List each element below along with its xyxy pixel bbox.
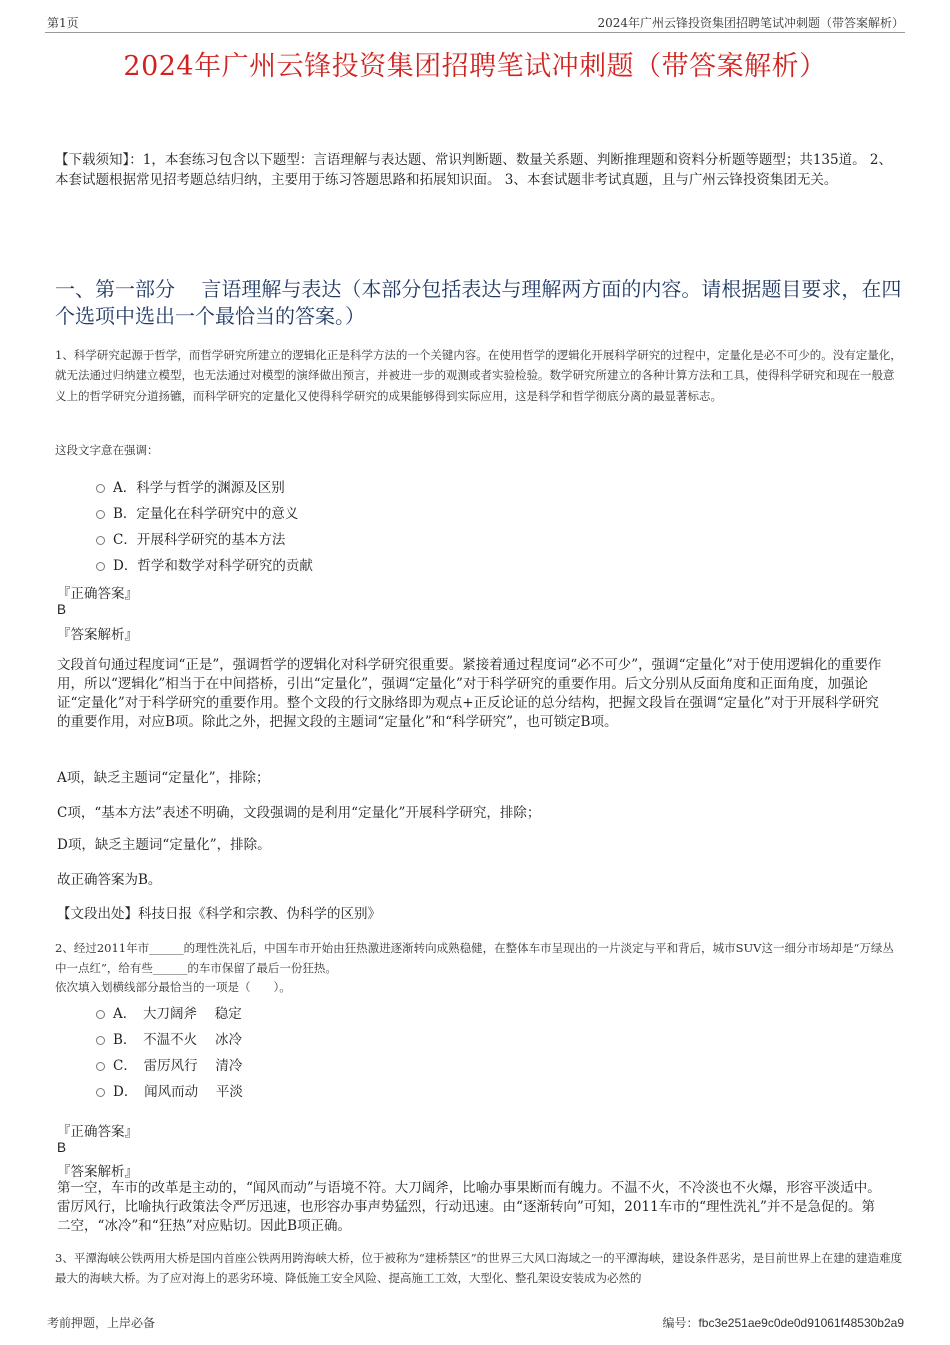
option-label: A． 大刀阔斧 稳定 [113, 1006, 242, 1022]
q2-analysis: 第一空，车市的改革是主动的，“闻风而动”与语境不符。大刀阔斧，比喻办事果断而有魄力。不温不火，不冷淡也不火爆，形容平淡适中。雷厉风行，比喻执行政策法令严厉迅速，也形容办事声势猛烈，行动迅速。由“逐渐转向”可知，2011车市的“理性洗礼”并不是急促的。第二空，“冰冷”和“狂热”对应贴切。因此B项正确。 [57, 1180, 881, 1234]
radio-icon[interactable] [96, 1088, 105, 1097]
q1-answer: B [57, 602, 67, 617]
q1-analysis-a: A项，缺乏主题词“定量化”，排除； [57, 770, 270, 786]
running-title: 2024年广州云锋投资集团招聘笔试冲刺题（带答案解析） [597, 16, 904, 30]
option-label: C．开展科学研究的基本方法 [113, 532, 286, 548]
option-label: A．科学与哲学的渊源及区别 [113, 480, 285, 496]
q2-option-d[interactable] [96, 1080, 243, 1100]
q2-option-c[interactable] [96, 1054, 242, 1074]
question-1-prompt: 这段文字意在强调： [55, 443, 159, 457]
question-3-text: 3、平潭海峡公铁两用大桥是国内首座公铁两用跨海峡大桥，位于被称为“建桥禁区”的世界三大风口海域之一的平潭海峡，建设条件恶劣，是目前世界上在建的建造难度最大的海峡大桥。为了应对海上的恶劣环境、降低施工安全风险、提高施工工效，大型化、整孔架设安装成为必然的 [55, 1251, 903, 1286]
document-title: 2024年广州云锋投资集团招聘笔试冲刺题（带答案解析） [123, 51, 827, 82]
q1-answer-label: 『正确答案』 [57, 586, 138, 602]
download-notice: 【下载须知】：1，本套练习包含以下题型：言语理解与表达题、常识判断题、数量关系题、判断推理题和资料分析题等题型；共135道。 2、本套试题根据常见招考题总结归纳，主要用于练习答题思路和拓展知识面。 3、本套试题非考试真题，且与广州云锋投资集团无关。 [55, 152, 892, 189]
footer-id-value: fbc3e251ae9c0de0d91061f48530b2a9 [698, 1316, 904, 1330]
q1-option-b[interactable] [96, 502, 298, 522]
q2-answer: B [57, 1140, 67, 1155]
q2-option-a[interactable] [96, 1002, 242, 1022]
radio-icon[interactable] [96, 562, 105, 571]
option-label: D． 闻风而动 平淡 [113, 1084, 243, 1100]
header-divider [45, 32, 905, 33]
option-label: C． 雷厉风行 清冷 [113, 1058, 243, 1074]
q1-analysis-main: 文段首句通过程度词“正是”，强调哲学的逻辑化对科学研究很重要。紧接着通过程度词“必不可少”，强调“定量化”对于使用逻辑化的重要作用，所以“逻辑化”相当于在中间搭桥，引出“定量化”，强调“定量化”对于科学研究的重要作用。后文分别从反面角度和正面角度，加强论证“定量化”对于科学研究的重要作用。整个文段的行文脉络即为观点+正反论证的总分结构，把握文段旨在强调“定量化”对于开展科学研究的重要作用，对应B项。除此之外，把握文段的主题词“定量化”和“科学研究”，也可锁定B项。 [57, 657, 882, 730]
footer-id-label: 编号： [662, 1316, 699, 1330]
option-label: B． 不温不火 冰冷 [113, 1032, 242, 1048]
q2-answer-label: 『正确答案』 [57, 1124, 138, 1140]
radio-icon[interactable] [96, 1062, 105, 1071]
q2-option-b[interactable] [96, 1028, 242, 1048]
q1-analysis-d: D项，缺乏主题词“定量化”，排除。 [57, 837, 271, 853]
radio-icon[interactable] [96, 1036, 105, 1045]
option-label: D．哲学和数学对科学研究的贡献 [113, 558, 313, 574]
radio-icon[interactable] [96, 484, 105, 493]
radio-icon[interactable] [96, 510, 105, 519]
q1-conclusion: 故正确答案为B。 [57, 872, 162, 888]
q1-option-c[interactable] [96, 528, 285, 548]
q2-analysis-label: 『答案解析』 [57, 1164, 138, 1180]
question-2-text: 2、经过2011年市______的理性洗礼后，中国车市开始由狂热激进逐渐转向成熟稳健，在整体车市呈现出的一片淡定与平和背后，城市SUV这一细分市场却是“万绿丛中一点红”，给有些______的车市保留了最后一份狂热。 [55, 941, 894, 976]
q1-analysis-label: 『答案解析』 [57, 627, 138, 643]
question-2-prompt: 依次填入划横线部分最恰当的一项是（ ）。 [55, 980, 291, 994]
question-1-text: 1、科学研究起源于哲学，而哲学研究所建立的逻辑化正是科学方法的一个关键内容。在使用哲学的逻辑化开展科学研究的过程中，定量化是必不可少的。没有定量化，就无法通过归纳建立模型，也无法通过对模型的演绎做出预言，并被进一步的观测或者实验检验。数学研究所建立的各种计算方法和工具，使得科学研究和现在一般意义上的哲学研究分道扬镳，而科学研究的定量化又使得科学研究的成果能够得到实际应用，这是科学和哲学彻底分离的最显著标志。 [55, 348, 902, 403]
radio-icon[interactable] [96, 536, 105, 545]
footer-slogan: 考前押题，上岸必备 [47, 1316, 156, 1330]
option-label: B．定量化在科学研究中的意义 [113, 506, 299, 522]
q1-source: 【文段出处】科技日报《科学和宗教、伪科学的区别》 [57, 906, 381, 922]
radio-icon[interactable] [96, 1010, 105, 1019]
q1-option-d[interactable] [96, 554, 313, 574]
section-heading: 一、第一部分 言语理解与表达（本部分包括表达与理解两方面的内容。请根据题目要求，在四个选项中选出一个最恰当的答案。） [55, 277, 902, 328]
q1-option-a[interactable] [96, 476, 285, 496]
footer-id [662, 1314, 904, 1331]
q1-analysis-c: C项，“基本方法”表述不明确，文段强调的是利用“定量化”开展科学研究，排除； [57, 805, 541, 821]
page-number: 第1页 [47, 16, 79, 30]
